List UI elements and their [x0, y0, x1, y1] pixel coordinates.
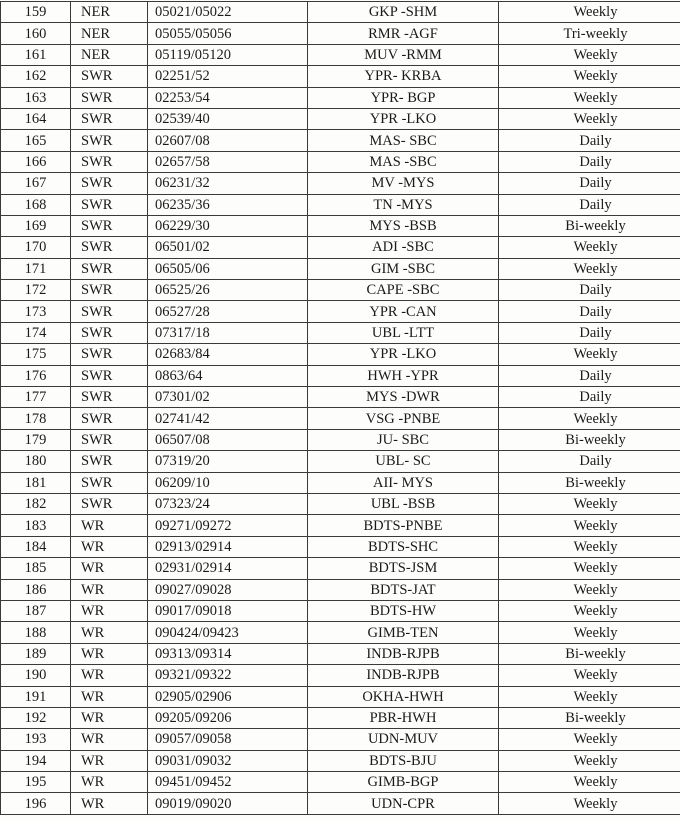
- train-number-cell: 05021/05022: [148, 2, 308, 23]
- route-cell: AII- MYS: [308, 472, 499, 493]
- serial-number-cell: 175: [1, 344, 71, 365]
- zone-cell: SWR: [71, 66, 148, 87]
- serial-number-cell: 159: [1, 2, 71, 23]
- frequency-cell: Weekly: [499, 44, 680, 65]
- route-cell: GIMB-BGP: [308, 772, 499, 793]
- table-row: [1, 686, 680, 707]
- route-cell: UBL- SC: [308, 451, 499, 472]
- train-number-cell: 09321/09322: [148, 665, 308, 686]
- route-cell: MYS -BSB: [308, 215, 499, 236]
- table-row: [1, 194, 680, 215]
- train-number-cell: 09057/09058: [148, 729, 308, 750]
- zone-cell: WR: [71, 643, 148, 664]
- table-row: [1, 130, 680, 151]
- serial-number-cell: 186: [1, 579, 71, 600]
- frequency-cell: Bi-weekly: [499, 215, 680, 236]
- table-row: [1, 280, 680, 301]
- train-number-cell: 02931/02914: [148, 558, 308, 579]
- frequency-cell: Weekly: [499, 66, 680, 87]
- zone-cell: SWR: [71, 130, 148, 151]
- route-cell: GIMB-TEN: [308, 622, 499, 643]
- serial-number-cell: 192: [1, 707, 71, 728]
- zone-cell: WR: [71, 622, 148, 643]
- frequency-cell: Weekly: [499, 750, 680, 771]
- route-cell: UDN-CPR: [308, 793, 499, 814]
- serial-number-cell: 165: [1, 130, 71, 151]
- train-number-cell: 09031/09032: [148, 750, 308, 771]
- train-number-cell: 09205/09206: [148, 707, 308, 728]
- frequency-cell: Weekly: [499, 665, 680, 686]
- serial-number-cell: 193: [1, 729, 71, 750]
- route-cell: YPR- KRBA: [308, 66, 499, 87]
- zone-cell: NER: [71, 2, 148, 23]
- route-cell: BDTS-HW: [308, 600, 499, 621]
- train-number-cell: 05119/05120: [148, 44, 308, 65]
- train-number-cell: 09313/09314: [148, 643, 308, 664]
- train-number-cell: 02905/02906: [148, 686, 308, 707]
- frequency-cell: Weekly: [499, 793, 680, 814]
- route-cell: BDTS-SHC: [308, 536, 499, 557]
- frequency-cell: Daily: [499, 194, 680, 215]
- frequency-cell: Weekly: [499, 622, 680, 643]
- train-number-cell: 0863/64: [148, 365, 308, 386]
- route-cell: TN -MYS: [308, 194, 499, 215]
- table-row: [1, 44, 680, 65]
- serial-number-cell: 161: [1, 44, 71, 65]
- train-number-cell: 02683/84: [148, 344, 308, 365]
- train-number-cell: 09017/09018: [148, 600, 308, 621]
- zone-cell: SWR: [71, 301, 148, 322]
- table-row: [1, 322, 680, 343]
- table-row: [1, 451, 680, 472]
- table-row: [1, 536, 680, 557]
- frequency-cell: Weekly: [499, 237, 680, 258]
- serial-number-cell: 178: [1, 408, 71, 429]
- zone-cell: SWR: [71, 322, 148, 343]
- route-cell: UBL -BSB: [308, 493, 499, 514]
- frequency-cell: Daily: [499, 365, 680, 386]
- frequency-cell: Daily: [499, 173, 680, 194]
- zone-cell: SWR: [71, 215, 148, 236]
- zone-cell: SWR: [71, 108, 148, 129]
- route-cell: YPR -CAN: [308, 301, 499, 322]
- table-row: [1, 600, 680, 621]
- zone-cell: SWR: [71, 194, 148, 215]
- zone-cell: WR: [71, 515, 148, 536]
- train-number-cell: 02539/40: [148, 108, 308, 129]
- zone-cell: SWR: [71, 258, 148, 279]
- serial-number-cell: 163: [1, 87, 71, 108]
- route-cell: MAS- SBC: [308, 130, 499, 151]
- serial-number-cell: 188: [1, 622, 71, 643]
- serial-number-cell: 190: [1, 665, 71, 686]
- table-row: [1, 344, 680, 365]
- train-number-cell: 02913/02914: [148, 536, 308, 557]
- zone-cell: NER: [71, 44, 148, 65]
- zone-cell: SWR: [71, 429, 148, 450]
- route-cell: BDTS-JSM: [308, 558, 499, 579]
- zone-cell: SWR: [71, 87, 148, 108]
- serial-number-cell: 183: [1, 515, 71, 536]
- frequency-cell: Weekly: [499, 686, 680, 707]
- serial-number-cell: 196: [1, 793, 71, 814]
- serial-number-cell: 162: [1, 66, 71, 87]
- serial-number-cell: 189: [1, 643, 71, 664]
- route-cell: GIM -SBC: [308, 258, 499, 279]
- table-row: [1, 558, 680, 579]
- serial-number-cell: 195: [1, 772, 71, 793]
- table-row: [1, 772, 680, 793]
- table-row: [1, 665, 680, 686]
- frequency-cell: Daily: [499, 151, 680, 172]
- route-cell: MYS -DWR: [308, 387, 499, 408]
- train-number-cell: 02657/58: [148, 151, 308, 172]
- table-row: [1, 151, 680, 172]
- zone-cell: WR: [71, 536, 148, 557]
- table-row: [1, 108, 680, 129]
- table-row: [1, 579, 680, 600]
- train-number-cell: 06505/06: [148, 258, 308, 279]
- frequency-cell: Weekly: [499, 772, 680, 793]
- table-row: [1, 215, 680, 236]
- train-number-cell: 07319/20: [148, 451, 308, 472]
- frequency-cell: Daily: [499, 387, 680, 408]
- train-number-cell: 06501/02: [148, 237, 308, 258]
- route-cell: CAPE -SBC: [308, 280, 499, 301]
- zone-cell: SWR: [71, 472, 148, 493]
- zone-cell: SWR: [71, 408, 148, 429]
- route-cell: UDN-MUV: [308, 729, 499, 750]
- serial-number-cell: 176: [1, 365, 71, 386]
- zone-cell: NER: [71, 23, 148, 44]
- zone-cell: SWR: [71, 237, 148, 258]
- serial-number-cell: 185: [1, 558, 71, 579]
- train-number-cell: 02741/42: [148, 408, 308, 429]
- serial-number-cell: 177: [1, 387, 71, 408]
- train-table-body: [1, 2, 680, 815]
- zone-cell: SWR: [71, 173, 148, 194]
- frequency-cell: Weekly: [499, 87, 680, 108]
- table-row: [1, 472, 680, 493]
- train-number-cell: 02253/54: [148, 87, 308, 108]
- frequency-cell: Weekly: [499, 408, 680, 429]
- route-cell: BDTS-JAT: [308, 579, 499, 600]
- serial-number-cell: 179: [1, 429, 71, 450]
- table-row: [1, 515, 680, 536]
- train-number-cell: 06527/28: [148, 301, 308, 322]
- zone-cell: SWR: [71, 451, 148, 472]
- frequency-cell: Weekly: [499, 600, 680, 621]
- zone-cell: SWR: [71, 493, 148, 514]
- frequency-cell: Bi-weekly: [499, 707, 680, 728]
- route-cell: ADI -SBC: [308, 237, 499, 258]
- zone-cell: SWR: [71, 280, 148, 301]
- frequency-cell: Bi-weekly: [499, 643, 680, 664]
- zone-cell: SWR: [71, 387, 148, 408]
- route-cell: MV -MYS: [308, 173, 499, 194]
- route-cell: HWH -YPR: [308, 365, 499, 386]
- table-row: [1, 87, 680, 108]
- frequency-cell: Weekly: [499, 108, 680, 129]
- frequency-cell: Weekly: [499, 558, 680, 579]
- train-number-cell: 06525/26: [148, 280, 308, 301]
- frequency-cell: Bi-weekly: [499, 472, 680, 493]
- train-number-cell: 06235/36: [148, 194, 308, 215]
- table-row: [1, 622, 680, 643]
- zone-cell: SWR: [71, 344, 148, 365]
- route-cell: JU- SBC: [308, 429, 499, 450]
- table-row: [1, 707, 680, 728]
- zone-cell: WR: [71, 750, 148, 771]
- train-number-cell: 090424/09423: [148, 622, 308, 643]
- train-number-cell: 09451/09452: [148, 772, 308, 793]
- route-cell: YPR -LKO: [308, 344, 499, 365]
- frequency-cell: Daily: [499, 301, 680, 322]
- train-number-cell: 07323/24: [148, 493, 308, 514]
- route-cell: YPR- BGP: [308, 87, 499, 108]
- serial-number-cell: 191: [1, 686, 71, 707]
- train-number-cell: 06507/08: [148, 429, 308, 450]
- route-cell: YPR -LKO: [308, 108, 499, 129]
- route-cell: BDTS-PNBE: [308, 515, 499, 536]
- zone-cell: WR: [71, 686, 148, 707]
- table-row: [1, 365, 680, 386]
- zone-cell: WR: [71, 558, 148, 579]
- table-row: [1, 23, 680, 44]
- frequency-cell: Weekly: [499, 258, 680, 279]
- train-number-cell: 06229/30: [148, 215, 308, 236]
- train-table: [0, 1, 680, 815]
- train-number-cell: 09271/09272: [148, 515, 308, 536]
- serial-number-cell: 174: [1, 322, 71, 343]
- zone-cell: WR: [71, 707, 148, 728]
- route-cell: OKHA-HWH: [308, 686, 499, 707]
- route-cell: MAS -SBC: [308, 151, 499, 172]
- table-row: [1, 750, 680, 771]
- zone-cell: SWR: [71, 365, 148, 386]
- route-cell: INDB-RJPB: [308, 665, 499, 686]
- frequency-cell: Bi-weekly: [499, 429, 680, 450]
- train-number-cell: 02607/08: [148, 130, 308, 151]
- zone-cell: WR: [71, 772, 148, 793]
- route-cell: VSG -PNBE: [308, 408, 499, 429]
- serial-number-cell: 160: [1, 23, 71, 44]
- zone-cell: WR: [71, 579, 148, 600]
- table-row: [1, 2, 680, 23]
- table-row: [1, 66, 680, 87]
- train-number-cell: 06209/10: [148, 472, 308, 493]
- train-number-cell: 06231/32: [148, 173, 308, 194]
- frequency-cell: Weekly: [499, 536, 680, 557]
- serial-number-cell: 166: [1, 151, 71, 172]
- table-row: [1, 429, 680, 450]
- serial-number-cell: 181: [1, 472, 71, 493]
- frequency-cell: Daily: [499, 280, 680, 301]
- frequency-cell: Weekly: [499, 579, 680, 600]
- zone-cell: WR: [71, 665, 148, 686]
- frequency-cell: Weekly: [499, 729, 680, 750]
- table-row: [1, 258, 680, 279]
- zone-cell: WR: [71, 793, 148, 814]
- frequency-cell: Daily: [499, 130, 680, 151]
- frequency-cell: Weekly: [499, 515, 680, 536]
- frequency-cell: Tri-weekly: [499, 23, 680, 44]
- route-cell: INDB-RJPB: [308, 643, 499, 664]
- table-row: [1, 387, 680, 408]
- serial-number-cell: 172: [1, 280, 71, 301]
- train-number-cell: 09027/09028: [148, 579, 308, 600]
- serial-number-cell: 168: [1, 194, 71, 215]
- frequency-cell: Weekly: [499, 493, 680, 514]
- serial-number-cell: 173: [1, 301, 71, 322]
- frequency-cell: Weekly: [499, 2, 680, 23]
- route-cell: RMR -AGF: [308, 23, 499, 44]
- train-number-cell: 09019/09020: [148, 793, 308, 814]
- frequency-cell: Daily: [499, 322, 680, 343]
- table-row: [1, 493, 680, 514]
- serial-number-cell: 164: [1, 108, 71, 129]
- table-row: [1, 729, 680, 750]
- serial-number-cell: 171: [1, 258, 71, 279]
- serial-number-cell: 170: [1, 237, 71, 258]
- train-number-cell: 02251/52: [148, 66, 308, 87]
- route-cell: PBR-HWH: [308, 707, 499, 728]
- zone-cell: SWR: [71, 151, 148, 172]
- table-row: [1, 301, 680, 322]
- zone-cell: WR: [71, 600, 148, 621]
- route-cell: UBL -LTT: [308, 322, 499, 343]
- frequency-cell: Weekly: [499, 344, 680, 365]
- serial-number-cell: 187: [1, 600, 71, 621]
- zone-cell: WR: [71, 729, 148, 750]
- route-cell: MUV -RMM: [308, 44, 499, 65]
- serial-number-cell: 167: [1, 173, 71, 194]
- serial-number-cell: 184: [1, 536, 71, 557]
- serial-number-cell: 169: [1, 215, 71, 236]
- train-number-cell: 07317/18: [148, 322, 308, 343]
- serial-number-cell: 182: [1, 493, 71, 514]
- frequency-cell: Daily: [499, 451, 680, 472]
- table-row: [1, 408, 680, 429]
- route-cell: BDTS-BJU: [308, 750, 499, 771]
- table-row: [1, 793, 680, 814]
- serial-number-cell: 180: [1, 451, 71, 472]
- train-number-cell: 05055/05056: [148, 23, 308, 44]
- serial-number-cell: 194: [1, 750, 71, 771]
- table-row: [1, 173, 680, 194]
- route-cell: GKP -SHM: [308, 2, 499, 23]
- train-number-cell: 07301/02: [148, 387, 308, 408]
- table-row: [1, 643, 680, 664]
- table-row: [1, 237, 680, 258]
